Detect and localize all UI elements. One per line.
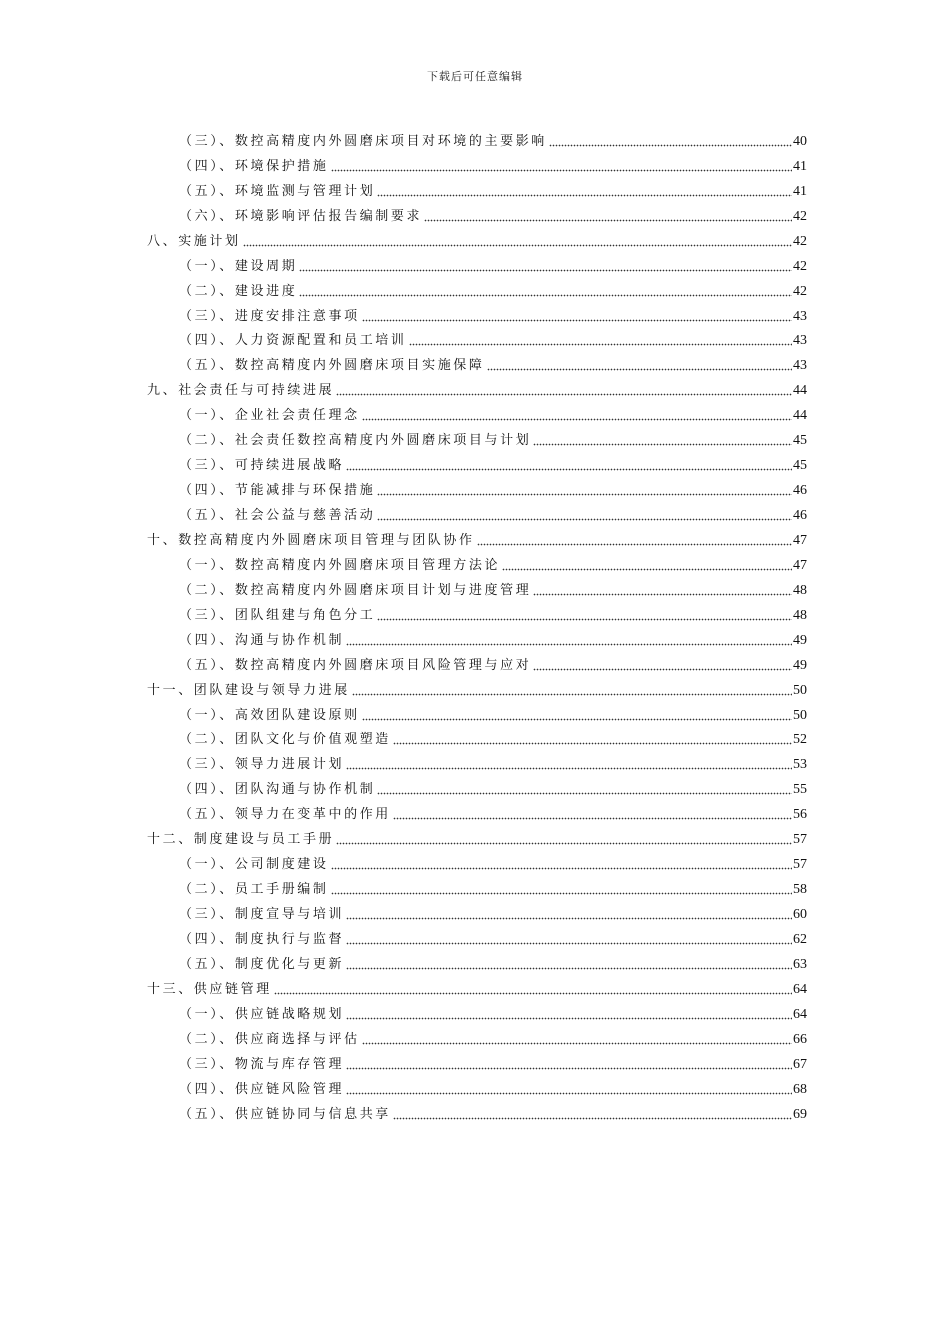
toc-section-entry[interactable] <box>147 799 807 824</box>
toc-entry-title: （一）、供应链战略规划 <box>179 1006 345 1022</box>
toc-entry-title: （二）、供应商选择与评估 <box>179 1031 360 1047</box>
toc-dot-leader <box>393 817 792 820</box>
toc-entry-title: （四）、供应链风险管理 <box>179 1081 345 1097</box>
toc-page-number: 40 <box>793 133 807 149</box>
toc-chapter-entry[interactable] <box>147 974 807 999</box>
toc-entry-title: （二）、建设进度 <box>179 283 298 299</box>
toc-dot-leader <box>362 1042 792 1045</box>
toc-entry-title: 十三、供应链管理 <box>147 981 272 997</box>
toc-section-entry[interactable] <box>147 999 807 1024</box>
toc-entry-title: （五）、制度优化与更新 <box>179 956 345 972</box>
toc-dot-leader <box>487 368 792 371</box>
toc-page-number: 57 <box>793 857 807 873</box>
toc-page-number: 48 <box>793 607 807 623</box>
toc-entry-title: （三）、进度安排注意事项 <box>179 308 360 324</box>
toc-dot-leader <box>362 718 792 721</box>
toc-dot-leader <box>377 493 792 496</box>
toc-page-number: 69 <box>793 1106 807 1122</box>
table-of-contents <box>147 126 807 1124</box>
toc-page-number: 63 <box>793 956 807 972</box>
toc-page-number: 56 <box>793 807 807 823</box>
toc-dot-leader <box>502 568 792 571</box>
toc-entry-title: （二）、数控高精度内外圆磨床项目计划与进度管理 <box>179 582 532 598</box>
toc-section-entry[interactable] <box>147 550 807 575</box>
toc-chapter-entry[interactable] <box>147 226 807 251</box>
toc-entry-title: （六）、环境影响评估报告编制要求 <box>179 208 423 224</box>
toc-page-number: 62 <box>793 931 807 947</box>
toc-page-number: 42 <box>793 258 807 274</box>
toc-entry-title: （五）、环境监测与管理计划 <box>179 183 376 199</box>
toc-section-entry[interactable] <box>147 276 807 301</box>
toc-entry-title: （四）、制度执行与监督 <box>179 931 345 947</box>
toc-page-number: 64 <box>793 1006 807 1022</box>
toc-dot-leader <box>346 643 792 646</box>
toc-dot-leader <box>533 668 792 671</box>
toc-entry-title: （四）、人力资源配置和员工培训 <box>179 333 407 349</box>
toc-dot-leader <box>477 543 792 546</box>
toc-dot-leader <box>352 693 792 696</box>
toc-entry-title: 十二、制度建设与员工手册 <box>147 832 335 848</box>
toc-page-number: 42 <box>793 208 807 224</box>
toc-section-entry[interactable] <box>147 500 807 525</box>
toc-dot-leader <box>346 767 792 770</box>
toc-page-number: 42 <box>793 233 807 249</box>
toc-section-entry[interactable] <box>147 874 807 899</box>
toc-page-number: 43 <box>793 333 807 349</box>
toc-section-entry[interactable] <box>147 251 807 276</box>
toc-dot-leader <box>346 917 792 920</box>
toc-section-entry[interactable] <box>147 126 807 151</box>
toc-entry-title: （四）、环境保护措施 <box>179 158 329 174</box>
toc-page-number: 68 <box>793 1081 807 1097</box>
toc-page-number: 41 <box>793 158 807 174</box>
toc-entry-title: 十、数控高精度内外圆磨床项目管理与团队协作 <box>147 532 475 548</box>
toc-dot-leader <box>533 593 792 596</box>
toc-page-number: 44 <box>793 408 807 424</box>
toc-page-number: 48 <box>793 582 807 598</box>
toc-section-entry[interactable] <box>147 749 807 774</box>
toc-dot-leader <box>346 1017 792 1020</box>
toc-dot-leader <box>346 1092 792 1095</box>
toc-page-number: 42 <box>793 283 807 299</box>
toc-dot-leader <box>346 967 792 970</box>
toc-entry-title: （四）、节能减排与环保措施 <box>179 483 376 499</box>
toc-entry-title: 十一、团队建设与领导力进展 <box>147 682 350 698</box>
toc-entry-title: 八、实施计划 <box>147 233 241 249</box>
toc-section-entry[interactable] <box>147 600 807 625</box>
toc-page-number: 57 <box>793 832 807 848</box>
toc-dot-leader <box>243 244 792 247</box>
toc-section-entry[interactable] <box>147 400 807 425</box>
toc-dot-leader <box>377 618 792 621</box>
toc-section-entry[interactable] <box>147 450 807 475</box>
toc-page-number: 47 <box>793 532 807 548</box>
toc-dot-leader <box>299 269 792 272</box>
toc-page-number: 49 <box>793 657 807 673</box>
toc-section-entry[interactable] <box>147 475 807 500</box>
toc-dot-leader <box>393 742 792 745</box>
page-header-note: 下载后可任意编辑 <box>427 70 523 83</box>
toc-section-entry[interactable] <box>147 350 807 375</box>
toc-section-entry[interactable] <box>147 650 807 675</box>
toc-dot-leader <box>331 867 792 870</box>
toc-dot-leader <box>331 892 792 895</box>
toc-page-number: 53 <box>793 757 807 773</box>
toc-section-entry[interactable] <box>147 924 807 949</box>
toc-page-number: 64 <box>793 981 807 997</box>
toc-entry-title: （一）、高效团队建设原则 <box>179 707 360 723</box>
toc-dot-leader <box>549 144 792 147</box>
toc-section-entry[interactable] <box>147 899 807 924</box>
toc-section-entry[interactable] <box>147 1049 807 1074</box>
toc-dot-leader <box>346 942 792 945</box>
toc-dot-leader <box>274 992 792 995</box>
toc-section-entry[interactable] <box>147 849 807 874</box>
toc-section-entry[interactable] <box>147 201 807 226</box>
toc-entry-title: （一）、数控高精度内外圆磨床项目管理方法论 <box>179 557 501 573</box>
toc-page-number: 49 <box>793 632 807 648</box>
toc-page-number: 66 <box>793 1031 807 1047</box>
toc-page-number: 46 <box>793 483 807 499</box>
toc-section-entry[interactable] <box>147 575 807 600</box>
toc-page-number: 43 <box>793 358 807 374</box>
toc-entry-title: （三）、团队组建与角色分工 <box>179 607 376 623</box>
toc-dot-leader <box>409 343 792 346</box>
toc-entry-title: （一）、企业社会责任理念 <box>179 408 360 424</box>
toc-chapter-entry[interactable] <box>147 675 807 700</box>
toc-page-number: 58 <box>793 882 807 898</box>
toc-entry-title: （二）、团队文化与价值观塑造 <box>179 732 391 748</box>
toc-page-number: 45 <box>793 433 807 449</box>
toc-section-entry[interactable] <box>147 774 807 799</box>
toc-dot-leader <box>331 169 792 172</box>
toc-dot-leader <box>393 1117 792 1120</box>
toc-section-entry[interactable] <box>147 301 807 326</box>
toc-section-entry[interactable] <box>147 425 807 450</box>
toc-entry-title: （三）、领导力进展计划 <box>179 757 345 773</box>
toc-entry-title: （五）、领导力在变革中的作用 <box>179 807 391 823</box>
toc-dot-leader <box>346 468 792 471</box>
toc-page-number: 45 <box>793 458 807 474</box>
toc-entry-title: （五）、社会公益与慈善活动 <box>179 508 376 523</box>
toc-entry-title: （三）、制度宣导与培训 <box>179 907 345 922</box>
toc-entry-title: （一）、公司制度建设 <box>179 857 329 873</box>
toc-dot-leader <box>533 443 792 446</box>
toc-dot-leader <box>336 393 792 396</box>
toc-section-entry[interactable] <box>147 1024 807 1049</box>
toc-page-number: 50 <box>793 682 807 698</box>
toc-page-number: 55 <box>793 782 807 798</box>
toc-page-number: 60 <box>793 907 807 922</box>
toc-entry-title: （四）、团队沟通与协作机制 <box>179 782 376 798</box>
toc-chapter-entry[interactable] <box>147 375 807 400</box>
toc-page-number: 52 <box>793 732 807 748</box>
toc-dot-leader <box>346 1067 792 1070</box>
toc-entry-title: （五）、供应链协同与信息共享 <box>179 1106 391 1122</box>
toc-page-number: 44 <box>793 383 807 399</box>
toc-dot-leader <box>377 792 792 795</box>
toc-entry-title: （一）、建设周期 <box>179 258 298 274</box>
toc-entry-title: （三）、数控高精度内外圆磨床项目对环境的主要影响 <box>179 133 547 149</box>
toc-dot-leader <box>362 319 792 322</box>
toc-dot-leader <box>377 194 792 197</box>
toc-section-entry[interactable] <box>147 625 807 650</box>
toc-page-number: 50 <box>793 707 807 723</box>
toc-entry-title: （二）、员工手册编制 <box>179 882 329 898</box>
toc-page-number: 41 <box>793 183 807 199</box>
toc-dot-leader <box>377 518 792 521</box>
toc-entry-title: （三）、可持续进展战略 <box>179 458 345 474</box>
toc-chapter-entry[interactable] <box>147 824 807 849</box>
toc-dot-leader <box>362 418 792 421</box>
toc-dot-leader <box>336 842 792 845</box>
toc-dot-leader <box>299 294 792 297</box>
toc-chapter-entry[interactable] <box>147 525 807 550</box>
toc-entry-title: （五）、数控高精度内外圆磨床项目风险管理与应对 <box>179 657 532 673</box>
toc-page-number: 46 <box>793 508 807 523</box>
toc-entry-title: （二）、社会责任数控高精度内外圆磨床项目与计划 <box>179 433 532 449</box>
toc-section-entry[interactable] <box>147 725 807 750</box>
toc-page-number: 47 <box>793 557 807 573</box>
toc-section-entry[interactable] <box>147 949 807 974</box>
toc-page-number: 43 <box>793 308 807 324</box>
toc-section-entry[interactable] <box>147 326 807 351</box>
toc-entry-title: （四）、沟通与协作机制 <box>179 632 345 648</box>
toc-section-entry[interactable] <box>147 1099 807 1124</box>
toc-page-number: 67 <box>793 1056 807 1072</box>
toc-entry-title: （三）、物流与库存管理 <box>179 1056 345 1072</box>
toc-dot-leader <box>424 219 792 222</box>
toc-section-entry[interactable] <box>147 700 807 725</box>
toc-entry-title: （五）、数控高精度内外圆磨床项目实施保障 <box>179 358 485 374</box>
toc-entry-title: 九、社会责任与可持续进展 <box>147 383 335 399</box>
toc-section-entry[interactable] <box>147 1074 807 1099</box>
toc-section-entry[interactable] <box>147 176 807 201</box>
toc-section-entry[interactable] <box>147 151 807 176</box>
